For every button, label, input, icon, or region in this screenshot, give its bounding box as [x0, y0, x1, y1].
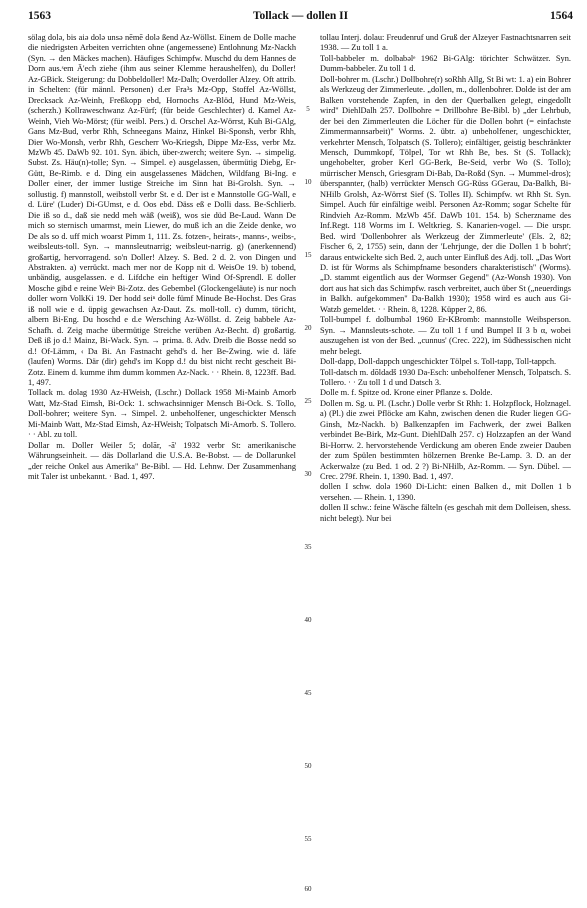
right-column — [320, 33, 571, 901]
entry-dolle: Dolle m. f. Spitze od. Krone einer Pflanze s. Dolde. — [320, 388, 493, 398]
entry-toll-babbeler: Toll-babbeler m. dolbabəlᵉ 1962 Bi-GAlg: törichter Schwätzer. Syn. Dumm-babbeler. Zu toll 1 d. — [320, 53, 571, 74]
entry-toll-datsch: Toll-datsch m. dōldadš 1930 Da-Esch: unbeholfener Mensch, Tolpatsch. S. Tollero. · · Zu toll 1 d und Datsch 3. — [320, 367, 571, 387]
line-number: 25 — [304, 397, 312, 405]
entry-dollen-i: dollen I schw. dolə 1960 Di-Licht: einen Balken d., mit Dollen 1 b versehen. — Rhein. 1, 1390. — [320, 482, 571, 502]
entry-dollar: Dollar m. Doller Weiler 5; dolār, -ā' 1932 verbr St: amerikanische Währungseinheit. — däs Dollarland die U.S.A. Be-Bobst. — de Dollarunkel „der reiche Onkel aus Amerika" Be-Bibl. — Hd. Lehnw. Der Zusammenhang mit Taler ist unbekannt. · Bad. 1, 497. — [28, 440, 296, 482]
entry-toll-bumpel: Toll-bumpel f. dolbumbəl 1960 Er-KBromb: mannstolle Weibsperson. Syn. → Mannsleuts-schote. — Zu toll 1 f und Bumpel II 3 b α, wobei auszugehen ist von der Bed. „cunnus' (Crec. 222), im Südhessischen nicht mehr belegt. — [320, 315, 571, 356]
page-number-right: 1564 — [550, 10, 573, 22]
page-number-left: 1563 — [28, 10, 51, 22]
line-number: 35 — [304, 543, 312, 551]
line-numbers — [298, 33, 318, 901]
entry-doll-dapp: Doll-dapp, Doll-dappch ungeschickter Tölpel s. Toll-tapp, Toll-tappch. — [320, 357, 557, 367]
line-number: 30 — [304, 470, 312, 478]
line-number: 10 — [304, 178, 312, 186]
entry-dollen-ii: dollen II schw.: feine Wäsche fälteln (es geschah mit dem Dolleisen, shess. nicht belegt). Nur bei — [320, 503, 571, 523]
line-number: 15 — [304, 251, 312, 259]
line-number: 55 — [304, 835, 312, 843]
entry-dollen: Dollen m. Sg. u. Pl. (Lschr.) Dolle verbr St Rhh: 1. Holzpflock, Holznagel. a) (Pl.) die zwei Pflöcke am Kahn, zwischen denen die Ruder liegen GG-Ginsh, Mz-Nackh. b) Balkenzapfen im Fachwerk, der zwei Balken verbindet Be-Birk, Mz-Gunt. DiehlDalh 257. c) Holzzapfen an der Wand Bi-Horrw. 2. hervorstehende Verdickung am oberen Ende zweier Dauben der zum Spülen bestimmten hölzernen Brenke Be-Lamp. 3. D. an der Ackerwalze (zu Bed. 1 od. 2 ?) Bi-NHilb, Az-Romm. — Syn. Dübel. — Crec. 279f. Rhein. 1, 1390. Bad. 1, 497. — [320, 398, 571, 482]
line-number: 45 — [304, 689, 312, 697]
entry-doll-bohrer: Doll-bohrer m. (Lschr.) Dollbohre(r) soRhh Allg, St Bi wt: 1. a) ein Bohrer als Werkzeug der Zimmerleute. „dollen, m., dollenbohrer. Dolde ist der am Balken vorstehende Zapfen, in den der Querbalken gelegt, eingedollt wird" DiehlDalh 257. Dollbohre = Drillbohre Be-Bibl. b) „der Lehrbub, der bei den Zimmerleuten die Löcher für die Dollen bohrt (= einfachste Zimmermannsarbeit)" Worms. 2. übtr. a) unbeholfener, ungeschickter, verkehrter Mensch, Tolpatsch (S. Tollero); einfältiger, geistig beschränkter Mensch, Dummkopf, Tölpel, Tor wt Rhh Be, bes. St (S. Tollack); ungehobelter, grober Kerl GG-Berk, Be-Seid, verbr Wo (S. Tollo); mürrischer Mensch, Griesgram Di-Bab, Da-Roßd (Syn. → Mummel-dros); überspannter, (halb) verrückter Mensch GG-Rüss GGerau, Da-Balkh, Bi-NHilb Grolsh, Az-Wörrst Sief (S. Tolles II). Schimpfw. wt Rhh St. Syn. Simpel. Auch für einfältige weibl. Personen Az-Romm; sogar Schelte für Rindvieh Az-Romm. MzWb 45f. DaWb 101. 154. b) Scherzname des Inf.Regt. 118 Worms im I. Weltkrieg. S. Kanarien-vogel. — Die urspr. Bed. wird 'Dollenbohrer als Werkzeug der Zimmerleute' (Els. 2, 82; Fischer 6, 2, 1755) sein, dann der 'Lehrjunge, der die Dollen 1 b bohrt'; daraus entwickelte sich Bed. 2, auch unter Einfluß des Adj. toll. „Das Wort D. ist für Worms als Schimpfname besonders charakteristisch" (Worms). „D. stammt eigentlich aus der Wormser Gegend" (Az-Wonsh 1930). Von dort aus hat sich das Schimpfw. rasch verbreitet, auch über St („neuerdings in Balkh. aufgekommen" Da-Balkh 1930); 1958 wird es auch aus Gi-Watzb gemeldet. · · Rhein. 8, 1228. Küpper 2, 86. — [320, 74, 571, 314]
line-number: 20 — [304, 324, 312, 332]
line-number: 5 — [306, 105, 310, 113]
entry-tollau: tollau Interj. dolau: Freudenruf und Gruß der Alzeyer Fastnachtsnarren seit 1938. — Zu toll 1 a. — [320, 33, 571, 53]
line-number: 40 — [304, 616, 312, 624]
running-title: Tollack — dollen II — [252, 10, 349, 22]
left-column — [28, 33, 296, 901]
page-header — [28, 10, 573, 26]
entry-tollack: Tollack m. dolag 1930 Az-HWeish, (Lschr.) Dollack 1958 Mi-Mainb Amorb Watt, Mz-Stad Eimsh, Bi-Ock: 1. schwachsinniger Mensch Bi-Ock. S. Tollo, Doll-bohrer; weitere Syn. → Simpel. 2. unbeholfener, ungeschickter Mensch Mi-Mainb Watt, Mz-Stad Eimsh, Az-HWeish; Tolpatsch Mi-Amorb. S. Tollero. · · Abl. zu toll. — [28, 388, 296, 440]
line-number: 60 — [304, 885, 312, 893]
line-number: 50 — [304, 762, 312, 770]
entry-text: sölag dolə, bis aiə dolə unsə nēmē dolə ßend Az-Wöllst. Einem de Dolle mache die niedrigsten Arbeiten verrichten ohne (angemessene) Entlohnung Mz-Nackh (Syn. → den Mäckes machen). Häufiges Schimpfw. Muschd du dem Hannes de Dorn aus.ˢem Ā'ech ziehe (ihm aus seiner Klemme heraushelfen), du Doller! Az-GBick. Steigerung: du Dobbeldoller! Mz-Dalh; Overdoller Alzey. Oft attrib. in Schelten: (für männl. Personen) d.er Fra³s Mz-Opp, Stoffel Az-Wöllst, Drecksack Az-Weinh, Freßkopp ebd, Hornochs Az-Blöd, Hund Mz-Weis, (scherzh.) Kollraweschwanz Az-Fürf; (für beide Geschlechter) d. Kamel Az-Weinh, Vieh Wo-Mörst; (für weibl. Pers.) d. Orschel Az-Wörrst, Kuh Bi-GAlg, Gans Mz-Bud, verbr Rhh, Schneegans Mainz, Hinkel Bi-Sponsh, verbr Rhh, Dier Wo-Monsh, verbr Rhh, Gescherr Wo-Kriegsh, Dippe Mz-Ess, verbr Mz. MzWb 45. DaWb 92. 101. Syn. äbich, über-zwerch; weitere Syn. → simpelig. Subst. Zs. Häu(n)-tolle; Syn. → Simpel. e) ausgelassen, übermütig Diebg, Er-Gütt, Be-Rimb. e d. Ding ein ausgelassenes Mädchen, Wildfang Bi-Ing. e Doller einer, der immer lustige Streiche im Sinn hat Bi-Grolsh. Syn. → sollustig. f) mannstoll, weibstoll verbr St. e d. Der ist e Mannstolle GG-Wall, e d. Lüre' (Luder) Di-GUmst, e d. Oos ebd. Däss eß e Dolli dass. Be-Schlierb. Die iß so d., daß sie nedd meh wäß (weiß), wos sie düd Be-Laud. Wann De mich so sternisch umarmst, mein Liewer, do muß ich an die Zeide denke, wo De als so d. uff mich woarst Pimm 1, 111. Zs. fotzen-, heirats-, manns-, weibs-, weibsleuts-toll. Syn. → mannsleutnarrig; weibsleut-narrig. g) (anerkennend) großartig, hervorragend. so'n Doller! Alzey. S. Bed. 2 d. 2. von Dingen und Abstrakten. a) verrückt. mach mer nor de Kopp nit d. WeisOe 19. b) tobend, unbändig, ausgelassen. e d. Lifdche ein heftiger Wind Of-Sprendl. E doller Mosche gibd e reine Weiⁿ Bi-Zotz. des Gebembel (Glockengeläute) is nur noch doller worn VolkKi 19. Der hodd seiⁿ dolle fümf Minude Be-Hochst. Des Gras iß noll wie e d. üppig gewachsen Az-Daut. Zs. moll-toll. c) dumm, töricht, albern Bi-Eng. Du hoschd e d.e Wersching Az-Wöllst. d. Zeig babbele Az-Schafh. d. Zeig mache übermütige Streiche verüben Az-Becht. d) großartig. Deß iß jo d.! Mainz, Bi-Wack. Syn. → prima. 8. Adv. Dreib die Bosse nedd so d.! Of-Lämm, ‹ Da Bi. An Fastnacht gehd's d. her Be-Zwing. wie d. läfe (laufen) Worms. Där (dir) gehd's im Kopp d.! du bist nicht recht gescheit Bi-Zotz. Einem d. kumme ihm dumm kommen Az-Nack. · · Rhein. 8, 1223ff. Bad. 1, 497. — [28, 33, 296, 387]
